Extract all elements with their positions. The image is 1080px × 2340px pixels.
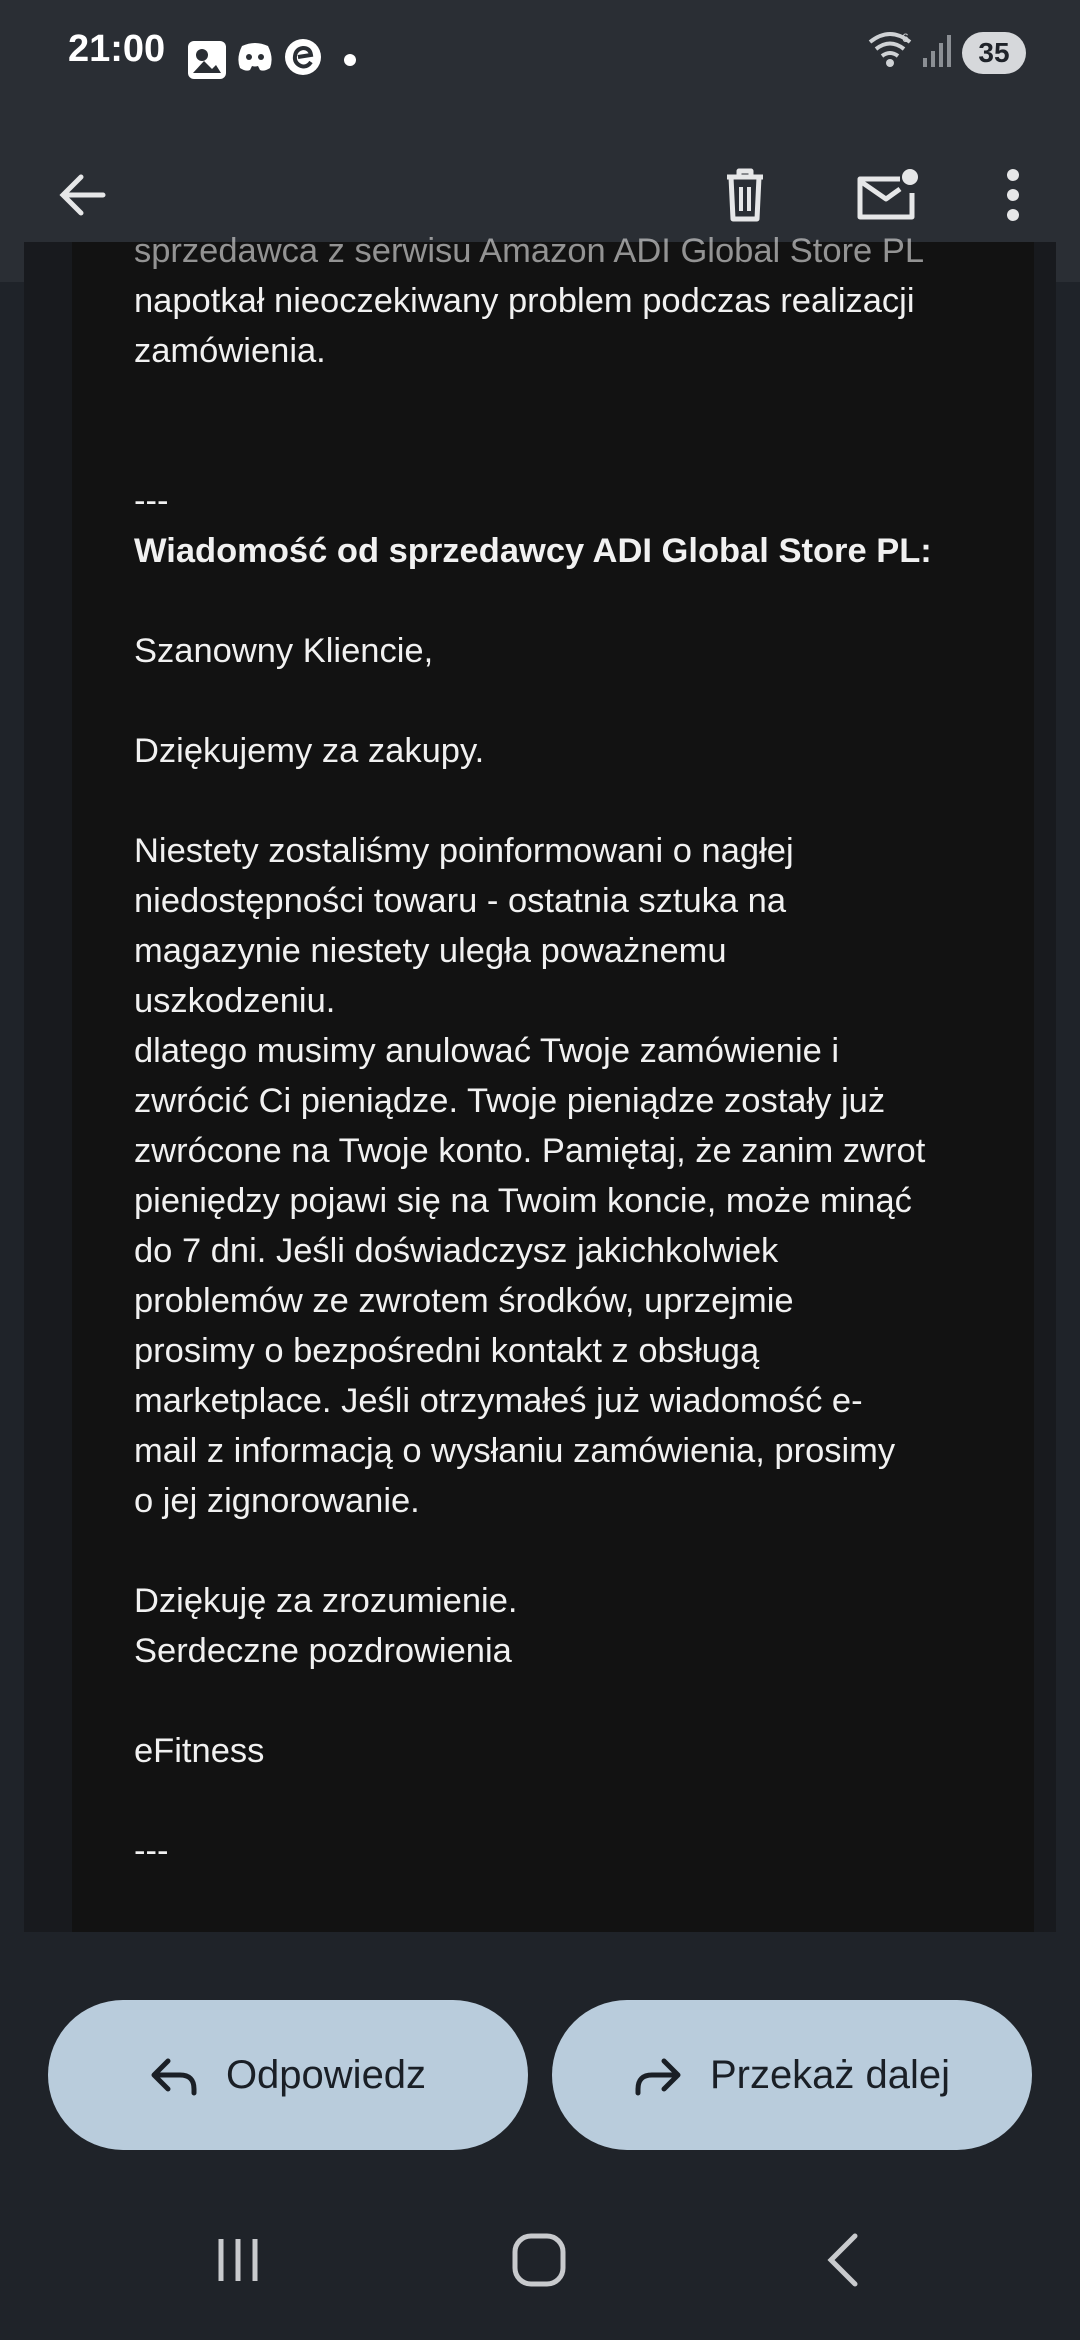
- home-button[interactable]: [494, 2220, 584, 2300]
- reply-label: Odpowiedz: [225, 2052, 427, 2097]
- battery-indicator: 35: [962, 32, 1026, 74]
- forward-button[interactable]: [552, 2000, 1032, 2150]
- thanks-line: Dziękujemy za zakupy.: [134, 732, 485, 770]
- mail-text-cut-line: sprzedawca z serwisu Amazon ADI Global Store PL: [134, 232, 925, 270]
- e-app-icon: [284, 38, 322, 81]
- more-vert-icon: [1003, 167, 1023, 223]
- notification-icons: [188, 38, 356, 81]
- mail-panel: [24, 232, 1056, 1932]
- recent-apps-button[interactable]: [193, 2220, 283, 2300]
- reply-button[interactable]: [48, 2000, 528, 2150]
- photo-notification-icon: [188, 41, 226, 79]
- seller-header: Wiadomość od sprzedawcy ADI Global Store PL:: [134, 532, 932, 570]
- signal-icon: [922, 32, 952, 73]
- closing: Dziękuję za zrozumienie. Serdeczne pozdrowienia: [134, 1582, 518, 1670]
- recent-apps-icon: [213, 2235, 263, 2285]
- svg-text:6: 6: [902, 31, 909, 45]
- separator-top: ---: [134, 482, 169, 520]
- signature: eFitness: [134, 1732, 265, 1770]
- action-bar: [0, 1950, 1080, 2180]
- trash-icon: [717, 165, 773, 225]
- forward-icon: [634, 2055, 682, 2095]
- status-time: 21:00: [68, 28, 166, 70]
- system-nav-bar: [0, 2180, 1080, 2340]
- back-button[interactable]: [38, 150, 128, 240]
- status-right: [868, 30, 1026, 75]
- home-icon: [511, 2232, 567, 2288]
- greeting: Szanowny Kliencie,: [134, 632, 434, 670]
- mail-content-scroll[interactable]: [0, 232, 1080, 1950]
- more-notifications-dot: [344, 54, 356, 66]
- wifi-icon: [868, 30, 912, 75]
- discord-icon: [236, 40, 274, 79]
- back-nav-button[interactable]: [798, 2220, 888, 2300]
- reply-icon: [150, 2055, 198, 2095]
- mail-text: [134, 232, 1014, 1876]
- forward-label: Przekaż dalej: [709, 2052, 951, 2097]
- mark-unread-icon: [854, 167, 920, 223]
- back-arrow-icon: [55, 167, 111, 223]
- status-bar: [0, 0, 1080, 110]
- separator-bottom: ---: [134, 1832, 169, 1870]
- mail-intro: napotkał nieoczekiwany problem podczas realizacji zamówienia.: [134, 282, 915, 370]
- back-nav-icon: [823, 2232, 863, 2288]
- main-paragraph: Niestety zostaliśmy poinformowani o nagłej niedostępności towaru - ostatnia sztuka na magazynie niestety uległa poważnemu uszkodzeniu. dlatego musimy anulować Twoje zamówienie i zwrócić Ci pieniądze. Twoje pieniądze zostały już zwrócone na Twoje konto. Pamiętaj, że zanim zwrot pieniędzy pojawi się na Twoim koncie, może minąć do 7 dni. Jeśli doświadczysz jakichkolwiek problemów ze zwrotem środków, uprzejmie prosimy o bezpośredni kontakt z obsługą marketplace. Jeśli otrzymałeś już wiadomość e- mail z informacją o wysłaniu zamówienia, prosimy o jej zignorowanie.: [134, 832, 926, 1520]
